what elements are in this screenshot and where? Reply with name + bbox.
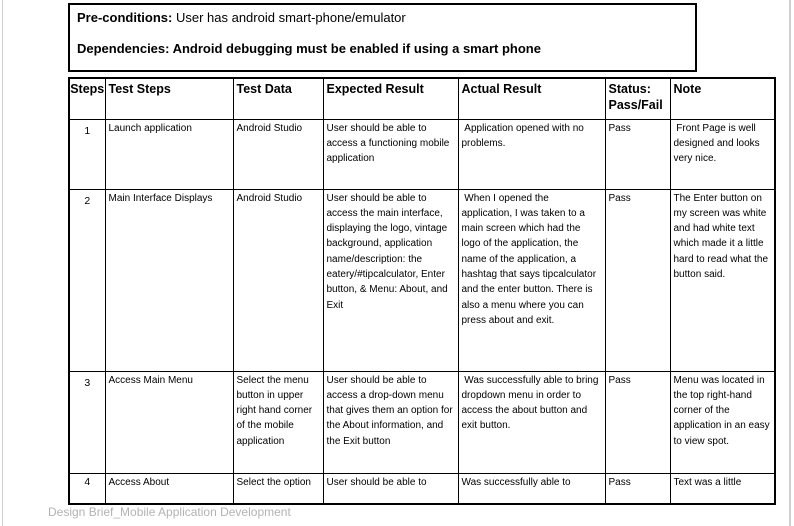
cell-step: 1 — [69, 119, 105, 189]
cell-note: The Enter button on my screen was white and had white text which made it a little hard to read what the button said. — [670, 189, 775, 371]
cell-note: Front Page is well designed and looks very nice. — [670, 119, 775, 189]
cell-test-data: Android Studio — [233, 119, 323, 189]
cell-expected-result: User should be able to access a functioning mobile application — [323, 119, 458, 189]
header-steps: Steps — [69, 78, 105, 119]
cell-note: Menu was located in the top right-hand corner of the application in an easy to view spot. — [670, 371, 775, 473]
cell-expected-result: User should be able to — [323, 473, 458, 504]
header-test-steps: Test Steps — [105, 78, 233, 119]
cell-status: Pass — [605, 189, 670, 371]
test-case-table — [68, 77, 776, 505]
cell-test-steps: Access About — [105, 473, 233, 504]
cell-actual-result: Was successfully able to bring dropdown menu in order to access the about button and exit button. — [458, 371, 605, 473]
test-row-1 — [69, 119, 775, 189]
cell-expected-result: User should be able to access the main interface, displaying the logo, vintage background, application name/description: the eatery/#tipcalculator, Enter button, & Menu: About, and Exit — [323, 189, 458, 371]
cell-status: Pass — [605, 473, 670, 504]
table-header-row — [69, 78, 775, 119]
header-actual-result: Actual Result — [458, 78, 605, 119]
cell-test-data: Select the option — [233, 473, 323, 504]
cell-test-steps: Launch application — [105, 119, 233, 189]
cell-note: Text was a little — [670, 473, 775, 504]
preconditions-text: User has android smart-phone/emulator — [172, 10, 406, 25]
cell-actual-result: When I opened the application, I was taken to a main screen which had the logo of the application, the name of the application, a hashtag that says tipcalculator and the enter button. There is also a menu where you can press about and exit. — [458, 189, 605, 371]
cell-actual-result: Was successfully able to — [458, 473, 605, 504]
cell-test-data: Android Studio — [233, 189, 323, 371]
cell-actual-result: Application opened with no problems. — [458, 119, 605, 189]
test-row-2 — [69, 189, 775, 371]
cell-test-steps: Access Main Menu — [105, 371, 233, 473]
header-note: Note — [670, 78, 775, 119]
cell-status: Pass — [605, 119, 670, 189]
cell-step: 3 — [69, 371, 105, 473]
cell-status: Pass — [605, 371, 670, 473]
header-expected-result: Expected Result — [323, 78, 458, 119]
preconditions-box — [68, 3, 697, 72]
test-row-3 — [69, 371, 775, 473]
page-edge-left — [2, 0, 3, 526]
preconditions-label: Pre-conditions: — [77, 10, 173, 25]
cell-test-data: Select the menu button in upper right hand corner of the mobile application — [233, 371, 323, 473]
header-test-data: Test Data — [233, 78, 323, 119]
test-row-4 — [69, 473, 775, 504]
page-footer: Design Brief_Mobile Application Development — [48, 505, 291, 519]
dependencies-line: Dependencies: Android debugging must be enabled if using a smart phone — [77, 41, 541, 56]
page-edge-right — [789, 0, 791, 526]
cell-test-steps: Main Interface Displays — [105, 189, 233, 371]
preconditions-line — [77, 10, 688, 25]
cell-expected-result: User should be able to access a drop-down menu that gives them an option for the About information, and the Exit button — [323, 371, 458, 473]
cell-step: 2 — [69, 189, 105, 371]
header-status: Status: Pass/Fail — [605, 78, 670, 119]
cell-step: 4 — [69, 473, 105, 504]
